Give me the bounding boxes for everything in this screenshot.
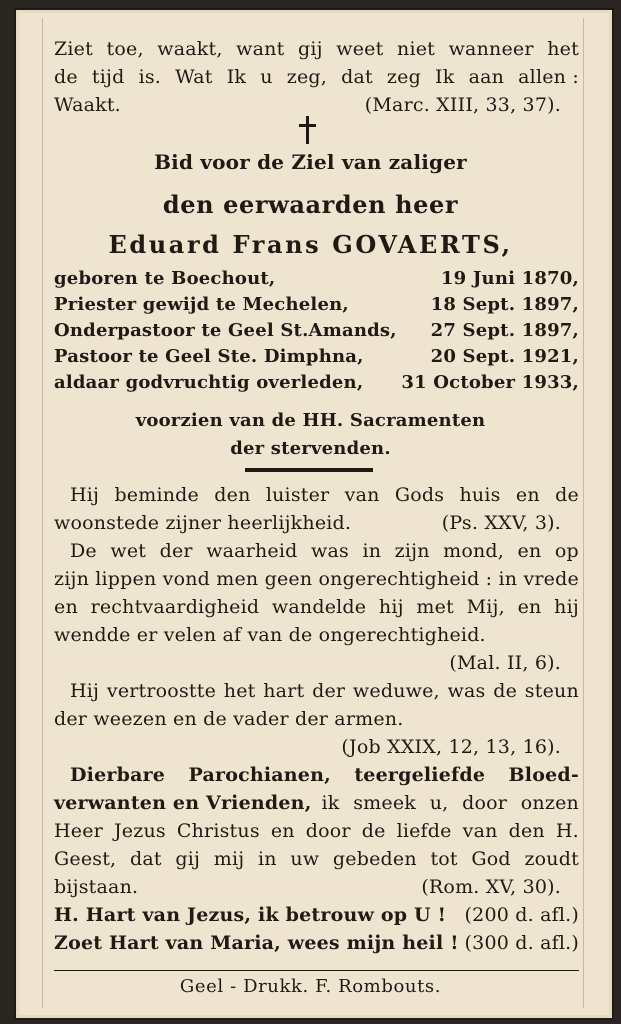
word: Heer <box>54 820 103 842</box>
word: Ik <box>435 66 455 88</box>
word: der <box>159 540 193 562</box>
prayer-row-1 <box>54 904 579 926</box>
word: en <box>517 540 542 562</box>
bio-text: Priester gewijd te Mechelen, <box>54 294 349 315</box>
malachi-reference: (Mal. II, 6). <box>449 652 561 674</box>
word: wandelde <box>271 596 367 618</box>
word: vrede <box>523 568 579 590</box>
word: lippen <box>95 568 157 590</box>
word: smeek <box>353 792 417 814</box>
word: van <box>462 820 498 842</box>
word: Hij <box>70 484 100 506</box>
bio-row-4 <box>54 346 579 367</box>
psalm-line-1 <box>54 484 579 506</box>
word: ik <box>321 792 340 814</box>
word: niet <box>397 38 436 60</box>
word: en <box>515 484 540 506</box>
word: Jezus <box>113 820 166 842</box>
word: God <box>471 848 511 870</box>
bio-date: 20 Sept. 1921, <box>430 346 579 367</box>
word: Dierbare <box>70 764 166 786</box>
appeal-paragraph <box>54 764 579 904</box>
appeal-reference: (Rom. XV, 30). <box>421 876 561 898</box>
malachi-quote <box>54 540 579 680</box>
prayer-indulgence: (300 d. afl.) <box>464 932 579 954</box>
word: der <box>312 680 346 702</box>
word: beminde <box>114 484 199 506</box>
printer-line: Geel - Drukk. F. Rombouts. <box>179 976 442 997</box>
appeal-line-2 <box>54 792 579 814</box>
word: steun <box>524 680 579 702</box>
word: zeg <box>386 66 421 88</box>
sacraments-block <box>0 410 621 464</box>
word: Bloed- <box>508 764 579 786</box>
word: huis <box>459 484 501 506</box>
prayer-indulgence: (200 d. afl.) <box>464 904 579 926</box>
word: Geest, <box>54 848 117 870</box>
word: De <box>70 540 97 562</box>
appeal-line-4 <box>54 848 579 870</box>
word: zijn <box>394 540 430 562</box>
verse-reference: (Marc. XIII, 33, 37). <box>364 94 561 116</box>
job-reference: (Job XXIX, 12, 13, 16). <box>341 736 561 758</box>
word: en <box>517 596 542 618</box>
prayer-text: Zoet Hart van Maria, wees mijn heil ! <box>54 932 459 954</box>
word: Gods <box>394 484 445 506</box>
bio-text: geboren te Boechout, <box>54 268 276 289</box>
word: op <box>554 540 579 562</box>
appeal-line-1 <box>54 764 579 786</box>
appeal-rest <box>322 792 579 814</box>
word: weet <box>336 38 384 60</box>
word: rechtvaardigheid <box>90 596 260 618</box>
word: den <box>214 484 251 506</box>
bio-row-5 <box>54 372 579 393</box>
word: hart <box>263 680 305 702</box>
word: onzen <box>520 792 579 814</box>
word: het <box>223 680 256 702</box>
bio-date: 19 Juni 1870, <box>440 268 579 289</box>
word: van <box>344 484 380 506</box>
word: de <box>493 680 518 702</box>
psalm-text: woonstede zijner heerlijkheid. <box>54 512 352 534</box>
title-line: den eerwaarden heer <box>162 190 459 219</box>
word: zijn <box>54 568 90 590</box>
appeal-line-3 <box>54 820 579 842</box>
psalm-reference: (Ps. XXV, 3). <box>441 512 561 534</box>
heading-block <box>0 150 621 270</box>
word: Parochianen, <box>188 764 331 786</box>
malachi-line-4: wendde er velen af van de ongerechtigheid. <box>54 624 486 646</box>
word: met <box>416 596 454 618</box>
word: zoudt <box>524 848 579 870</box>
word: gij <box>175 848 201 870</box>
word: wanneer <box>448 38 534 60</box>
word: hij <box>554 596 579 618</box>
psalm-line-2 <box>54 512 579 534</box>
malachi-line-3 <box>54 596 579 618</box>
word: mij <box>213 848 245 870</box>
word: Ziet <box>54 38 93 60</box>
bio-text: aldaar godvruchtig overleden, <box>54 372 364 393</box>
word: zeg, <box>286 66 327 88</box>
bio-date: 27 Sept. 1897, <box>430 320 579 341</box>
bio-date: 18 Sept. 1897, <box>430 294 579 315</box>
word: uw <box>290 848 320 870</box>
verse-text: Waakt. <box>54 94 121 116</box>
appeal-bold-text: verwanten en Vrienden, <box>54 792 312 814</box>
word: waakt, <box>157 38 223 60</box>
word: en <box>54 596 78 618</box>
word: gij <box>297 38 323 60</box>
word: hij <box>378 596 404 618</box>
bio-row-1 <box>54 268 579 289</box>
word: was <box>311 540 349 562</box>
word: Mij, <box>466 596 505 618</box>
divider-rule <box>245 468 373 472</box>
word: want <box>236 38 285 60</box>
word: vertroostte <box>106 680 217 702</box>
job-line-2: der weezen en de vader der armen. <box>54 708 404 730</box>
word: geen <box>264 568 313 590</box>
bio-row-2 <box>54 294 579 315</box>
word: ongerechtigheid : <box>318 568 493 590</box>
word: teergeliefde <box>354 764 486 786</box>
word: in <box>362 540 382 562</box>
bio-date: 31 October 1933, <box>401 372 579 393</box>
job-line-1 <box>54 680 579 702</box>
appeal-text: bijstaan. <box>54 876 139 898</box>
word: in <box>257 848 277 870</box>
word: aan <box>468 66 505 88</box>
word: het <box>547 38 579 60</box>
word: en <box>270 820 295 842</box>
ejaculatory-prayers <box>54 904 579 960</box>
verse-line-1 <box>54 38 579 60</box>
word: dat <box>341 66 373 88</box>
malachi-line-2 <box>54 568 579 590</box>
prayer-text: H. Hart van Jezus, ik betrouw op U ! <box>54 904 447 926</box>
opening-verse <box>54 38 579 128</box>
word: dat <box>129 848 162 870</box>
appeal-line-5 <box>54 876 579 898</box>
cross-icon <box>296 116 320 146</box>
word: luister <box>265 484 330 506</box>
word: wet <box>110 540 147 562</box>
word: tijd <box>91 66 125 88</box>
word: de <box>555 484 579 506</box>
word: de <box>54 66 78 88</box>
word: mond, <box>443 540 505 562</box>
word: H. <box>555 820 579 842</box>
word: gebeden <box>332 848 417 870</box>
word: was <box>447 680 486 702</box>
word: u <box>260 66 273 88</box>
psalm-quote <box>54 484 579 540</box>
pray-line: Bid voor de Ziel van zaliger <box>154 150 467 174</box>
word: Wat <box>175 66 213 88</box>
word: Ik <box>226 66 247 88</box>
word: in <box>498 568 518 590</box>
word: door <box>305 820 351 842</box>
bio-text: Pastoor te Geel Ste. Dimphna, <box>54 346 364 367</box>
sacraments-line-1: voorzien van de HH. Sacramenten <box>135 410 486 431</box>
word: de <box>361 820 386 842</box>
job-quote <box>54 680 579 764</box>
word: tot <box>430 848 458 870</box>
printer-footer <box>0 976 621 1002</box>
word: toe, <box>106 38 144 60</box>
word: Hij <box>70 680 100 702</box>
word: allen : <box>518 66 579 88</box>
verse-line-2 <box>54 66 579 88</box>
word: door <box>462 792 508 814</box>
malachi-line-1 <box>54 540 579 562</box>
word: is. <box>138 66 162 88</box>
verse-line-3 <box>54 94 579 116</box>
word: vond <box>162 568 211 590</box>
word: liefde <box>396 820 452 842</box>
bio-row-3 <box>54 320 579 341</box>
word: Christus <box>176 820 260 842</box>
prayer-row-2 <box>54 932 579 954</box>
word: den <box>508 820 545 842</box>
word: u, <box>429 792 449 814</box>
biography <box>54 268 579 408</box>
word: waarheid <box>206 540 298 562</box>
bio-text: Onderpastoor te Geel St.Amands, <box>54 320 397 341</box>
word: weduwe, <box>352 680 440 702</box>
sacraments-line-2: der stervenden. <box>230 438 391 459</box>
deceased-name: Eduard Frans GOVAERTS, <box>108 230 513 259</box>
word: men <box>216 568 259 590</box>
footer-rule <box>54 970 579 971</box>
